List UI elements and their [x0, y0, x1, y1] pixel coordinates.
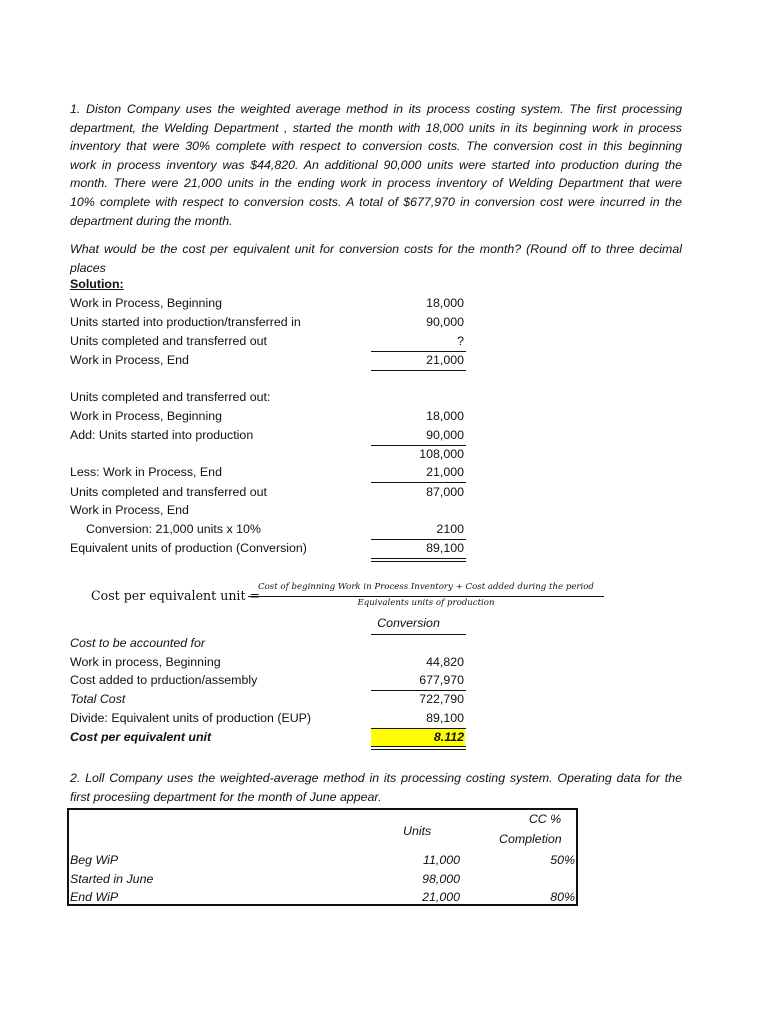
- table-row-label: End WiP: [70, 890, 119, 904]
- completed-row-label: Units completed and transferred out: [70, 485, 267, 499]
- units-row-label: Work in Process, End: [70, 353, 189, 367]
- formula-numerator: Cost of beginning Work in Process Inventory + Cost added during the period: [258, 582, 594, 592]
- cost-row-value: 89,100: [426, 711, 464, 725]
- paragraph-line: month. There were 21,000 units in the ending work in process inventory of Welding Department that were: [70, 176, 682, 191]
- units-row-label: Work in Process, Beginning: [70, 296, 222, 310]
- divider-line: [371, 690, 466, 691]
- table-row-label: Started in June: [70, 872, 154, 886]
- cost-row-label: Divide: Equivalent units of production (EUP): [70, 711, 312, 725]
- completed-row-label: Work in Process, End: [70, 503, 189, 517]
- table-row-label: Beg WiP: [70, 853, 119, 867]
- fraction-bar: [248, 596, 604, 597]
- completed-row-value: 21,000: [426, 465, 464, 479]
- completed-row-label: Less: Work in Process, End: [70, 465, 222, 479]
- units-row-label: Units completed and transferred out: [70, 334, 267, 348]
- problem-1-question: [70, 240, 682, 277]
- divider-line: [371, 539, 466, 540]
- conversion-header: Conversion: [377, 616, 440, 630]
- paragraph-line: department during the month.: [70, 213, 233, 228]
- paragraph-line: inventory that were 30% complete with respect to conversion costs. The conversion cost in this beginning: [70, 139, 682, 154]
- completed-row-label: Add: Units started into production: [70, 428, 254, 442]
- units-row-value: 18,000: [426, 296, 464, 310]
- table-row-cc: 80%: [550, 890, 575, 904]
- completed-row-value: 89,100: [426, 541, 464, 555]
- paragraph-line: first procesiing department for the month of June appear.: [70, 789, 382, 804]
- cost-per-unit-label: Cost per equivalent unit: [70, 730, 212, 744]
- table-row-units: 21,000: [422, 890, 460, 904]
- completed-subtotal-value: 108,000: [419, 447, 464, 461]
- table-row-units: 11,000: [423, 853, 460, 867]
- units-row-value: 21,000: [426, 353, 464, 367]
- units-row-value: 90,000: [426, 315, 464, 329]
- paragraph-line: 10% complete with respect to conversion costs. A total of $677,970 in conversion cost were incurred in the: [70, 194, 682, 209]
- double-underline: [371, 558, 466, 562]
- problem-2-paragraph: [70, 769, 682, 806]
- table-header-cc: CC %: [528, 812, 562, 826]
- divider-line: [371, 351, 466, 352]
- completed-row-value: 18,000: [426, 409, 464, 423]
- cost-per-unit-value: 8.112: [433, 730, 464, 744]
- paragraph-line: department, the Welding Department , started the month with 18,000 units in its beginning work in process: [70, 120, 682, 135]
- cost-row-value: 722,790: [419, 692, 464, 706]
- cost-row-value: 44,820: [426, 655, 464, 669]
- operating-data-table: [67, 808, 578, 906]
- cost-row-label: Total Cost: [70, 692, 126, 706]
- cost-row-label: Cost added to prduction/assembly: [70, 673, 258, 687]
- paragraph-line: 2. Loll Company uses the weighted-average method in its processing costing system. Operating data for the: [70, 771, 682, 785]
- table-header-completion: Completion: [499, 832, 562, 846]
- completed-row-value: 90,000: [426, 428, 464, 442]
- formula-lhs: Cost per equivalent unit =: [91, 588, 261, 603]
- double-underline: [371, 746, 466, 750]
- problem-1-paragraph: [70, 100, 682, 230]
- completed-row-value: 87,000: [426, 485, 464, 499]
- completed-row-label: Equivalent units of production (Conversion): [70, 541, 307, 555]
- units-row-label: Units started into production/transferred in: [70, 315, 301, 329]
- cost-row-label: Cost to be accounted for: [70, 636, 206, 650]
- divider-line: [371, 445, 466, 446]
- completed-row-label: Conversion: 21,000 units x 10%: [86, 522, 261, 536]
- table-row-cc: 50%: [550, 853, 575, 867]
- cost-row-label: Work in process, Beginning: [70, 655, 221, 669]
- cost-row-value: 677,970: [419, 673, 464, 687]
- solution-label: Solution:: [70, 277, 124, 291]
- completed-row-label: Work in Process, Beginning: [70, 409, 222, 423]
- divider-line: [371, 728, 466, 729]
- units-row-value: ?: [457, 334, 464, 348]
- formula-denominator: Equivalents units of production: [357, 598, 495, 608]
- question-line: places: [70, 260, 106, 275]
- completed-header: Units completed and transferred out:: [70, 390, 271, 404]
- question-line: What would be the cost per equivalent unit for conversion costs for the month? (Round off to three decimal: [70, 242, 682, 256]
- divider-line: [371, 482, 466, 483]
- table-row-units: 98,000: [422, 872, 460, 886]
- divider-line: [371, 634, 466, 635]
- paragraph-line: work in process inventory was $44,820. An additional 90,000 units were started into production during the: [70, 157, 682, 172]
- table-header-units: Units: [403, 824, 432, 838]
- completed-row-value: 2100: [436, 522, 464, 536]
- paragraph-line: 1. Diston Company uses the weighted average method in its process costing system. The first processing: [70, 102, 682, 116]
- divider-line: [371, 370, 466, 371]
